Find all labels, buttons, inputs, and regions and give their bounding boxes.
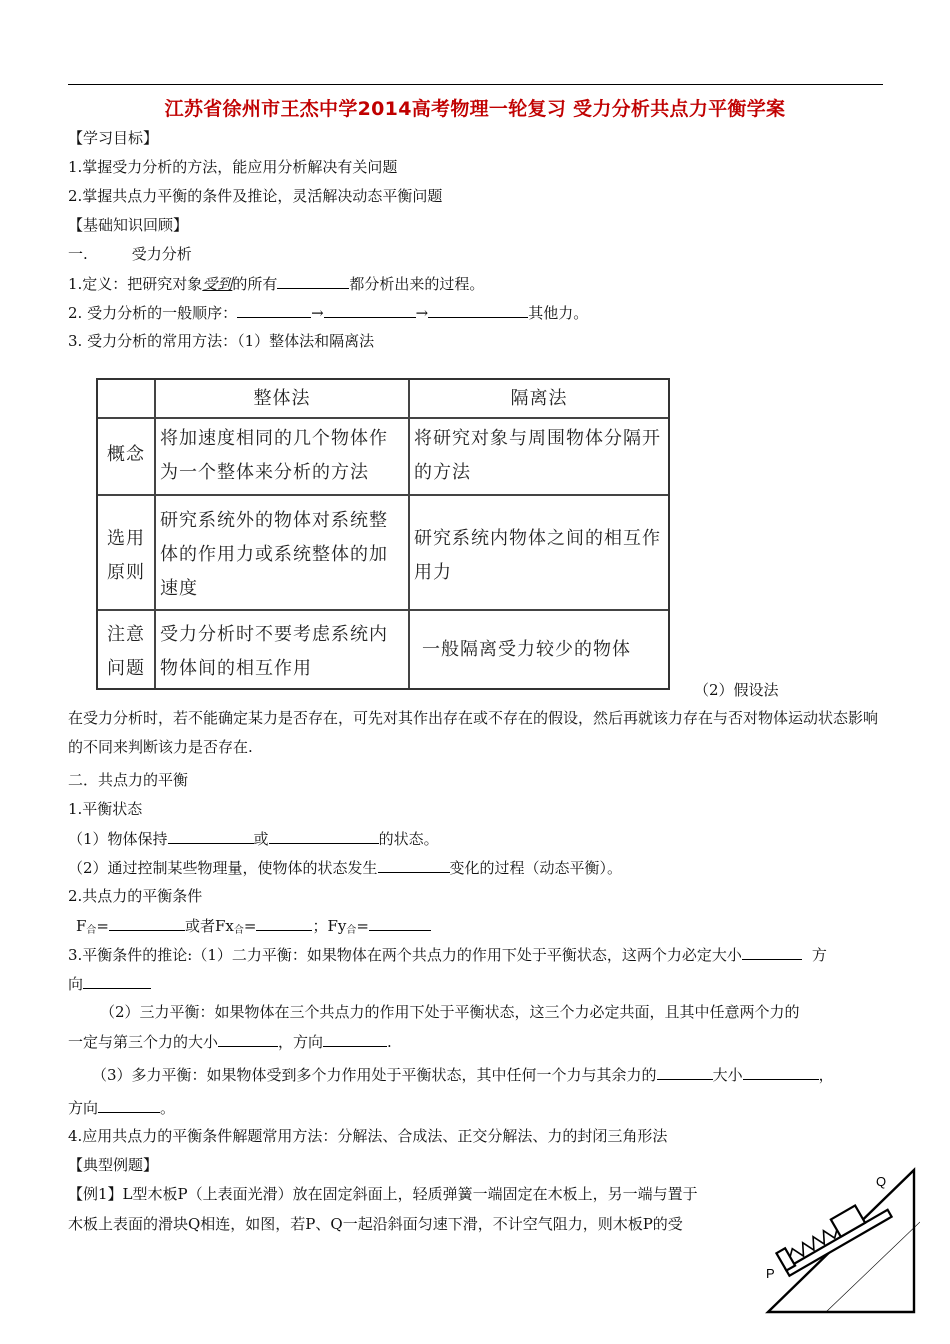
fx-eq: = (243, 917, 257, 935)
multi-force-line (92, 1064, 834, 1085)
goal-1: 1.掌握受力分析的方法，能应用分析解决有关问题 (68, 158, 398, 176)
principle-isolate-2: 用力 (414, 562, 452, 583)
note-whole-1: 受力分析时不要考虑系统内 (160, 624, 388, 645)
corollary-line-2 (68, 973, 151, 994)
concept-whole-2: 为一个整体来分析的方法 (160, 462, 369, 483)
condition-heading: 2.共点力的平衡条件 (68, 887, 203, 905)
arrow-2: → (415, 304, 429, 322)
blank-order-1[interactable] (237, 302, 311, 318)
state-1-prefix: （1）物体保持 (68, 830, 168, 848)
definition-middle: 的所有 (232, 275, 278, 293)
corollary-dir-part2: 向 (68, 975, 84, 993)
blank-definition[interactable] (277, 273, 349, 289)
definition-end: 都分析出来的过程。 (349, 275, 485, 293)
table-vline-1 (154, 380, 156, 688)
label-p: P (766, 1266, 775, 1281)
definition-prefix: 1.定义：把研究对象 (68, 275, 203, 293)
f-sub: 合 (86, 925, 97, 936)
top-rule (68, 84, 883, 85)
order-line (68, 302, 588, 323)
corollary-dir-part1: 方 (811, 946, 827, 964)
apply-methods: 4.应用共点力的平衡条件解题常用方法：分解法、合成法、正交分解法、力的封闭三角形法 (68, 1127, 668, 1145)
blank-two-force-mag[interactable] (742, 944, 802, 960)
label-q: Q (876, 1174, 887, 1189)
blank-multi-force-1[interactable] (657, 1064, 713, 1080)
row-note-label-1: 注意 (107, 624, 145, 645)
section-review-heading: 【基础知识回顾】 (68, 216, 189, 234)
corollary-prefix: 3.平衡条件的推论:（1）二力平衡：如果物体在两个共点力的作用下处于平衡状态，这两个力必定大小 (68, 946, 742, 964)
principle-whole-3: 速度 (160, 578, 198, 599)
example-1-line-1: 【例1】L型木板P（上表面光滑）放在固定斜面上，轻质弹簧一端固定在木板上，另一端与置于 (68, 1185, 698, 1203)
equilibrium-state: 1.平衡状态 (68, 800, 143, 818)
f-symbol: F (76, 917, 87, 935)
blank-state-2[interactable] (269, 828, 379, 844)
definition-line (68, 273, 484, 294)
order-end: 其他力。 (528, 304, 589, 322)
multi-force-line-2 (68, 1097, 175, 1118)
condition-line (76, 915, 431, 941)
three-force-line: （2）三力平衡：如果物体在三个共点力的作用下处于平衡状态，这三个力必定共面，且其中任意两个力的 (100, 1003, 800, 1021)
state-1 (68, 828, 439, 849)
state-1-end: 的状态。 (378, 830, 439, 848)
multi-force-dir: 方向 (68, 1099, 99, 1117)
blank-state-1[interactable] (168, 828, 254, 844)
fy-sub: 合 (346, 925, 357, 936)
row-principle-label-2: 原则 (107, 562, 145, 583)
blank-multi-force-dir[interactable] (98, 1097, 160, 1113)
multi-force-prefix: （3）多力平衡：如果物体受到多个力作用处于平衡状态，其中任何一个力与其余力的 (92, 1066, 657, 1084)
board-group (775, 1192, 891, 1275)
multi-force-end: ， (818, 1066, 834, 1084)
table-hline-3 (98, 609, 668, 611)
multi-force-mag: 大小 (712, 1066, 743, 1084)
row-concept-label: 概念 (107, 444, 145, 465)
corollary-line (68, 944, 827, 965)
blank-fy[interactable] (369, 915, 431, 931)
part1-heading (68, 244, 192, 264)
blank-order-3[interactable] (428, 302, 528, 318)
concept-whole-1: 将加速度相同的几个物体作 (160, 428, 388, 449)
blank-multi-force-2[interactable] (743, 1064, 819, 1080)
blank-order-2[interactable] (324, 302, 416, 318)
section-goals-heading: 【学习目标】 (68, 129, 159, 147)
multi-force-period: 。 (160, 1099, 176, 1117)
table-hline-1 (98, 417, 668, 419)
definition-handwritten: 受到 (202, 275, 233, 293)
state-2-prefix: （2）通过控制某些物理量，使物体的状态发生 (68, 859, 378, 877)
assume-paragraph: 在受力分析时，若不能确定某力是否存在，可先对其作出存在或不存在的假设，然后再就该力存在与否对物体运动状态影响的不同来判断该力是否存在. (68, 709, 879, 756)
arrow-1: → (311, 304, 324, 322)
fx-sub: 合 (233, 925, 244, 936)
three-force-end: . (387, 1033, 392, 1051)
row-principle-label-1: 选用 (107, 528, 145, 549)
table-header-whole: 整体法 (253, 388, 311, 409)
blank-fx[interactable] (256, 915, 312, 931)
part2-heading: 二．共点力的平衡 (68, 771, 189, 789)
fy-label: ；Fy (312, 917, 347, 935)
note-whole-2: 物体间的相互作用 (160, 658, 312, 679)
example-1-line-2: 木板上表面的滑块Q相连，如图，若P、Q一起沿斜面匀速下滑，不计空气阻力，则木板P的受 (68, 1215, 683, 1233)
assume-heading: （2）假设法 (694, 681, 779, 699)
three-force-mag: 一定与第三个力的大小 (68, 1033, 219, 1051)
state-1-or: 或 (253, 830, 269, 848)
blank-state-3[interactable] (378, 857, 450, 873)
blank-two-force-dir[interactable] (83, 973, 151, 989)
page-title: 江苏省徐州市王杰中学2014高考物理一轮复习 受力分析共点力平衡学案 (164, 98, 786, 120)
blank-three-force-mag[interactable] (218, 1031, 278, 1047)
part1-number: 一. (68, 245, 88, 263)
table-hline-2 (98, 494, 668, 496)
blank-f[interactable] (109, 915, 185, 931)
concept-isolate-2: 的方法 (414, 462, 471, 483)
blank-three-force-dir[interactable] (323, 1031, 387, 1047)
methods-table (96, 378, 670, 690)
table-vline-2 (408, 380, 410, 688)
f-eq: = (96, 917, 109, 935)
incline-figure (760, 1160, 920, 1330)
part1-title: 受力分析 (131, 245, 192, 263)
principle-whole-2: 体的作用力或系统整体的加 (160, 544, 388, 565)
note-isolate: 一般隔离受力较少的物体 (422, 639, 631, 660)
fx-label: 或者Fx (185, 917, 234, 935)
concept-isolate-1: 将研究对象与周围物体分隔开 (414, 428, 661, 449)
principle-isolate-1: 研究系统内物体之间的相互作 (414, 528, 661, 549)
principle-whole-1: 研究系统外的物体对系统整 (160, 510, 388, 531)
order-prefix: 2. 受力分析的一般顺序： (68, 304, 238, 322)
three-force-dir: ，方向 (278, 1033, 324, 1051)
state-2-end: 变化的过程（动态平衡）。 (449, 859, 623, 877)
three-force-line-2 (68, 1031, 392, 1052)
goal-2: 2.掌握共点力平衡的条件及推论，灵活解决动态平衡问题 (68, 187, 443, 205)
fy-eq: = (356, 917, 369, 935)
methods-line: 3. 受力分析的常用方法：（1）整体法和隔离法 (68, 332, 375, 350)
table-header-isolate: 隔离法 (510, 388, 568, 409)
row-note-label-2: 问题 (107, 658, 145, 679)
section-examples-heading: 【典型例题】 (68, 1156, 159, 1174)
state-2 (68, 857, 622, 878)
